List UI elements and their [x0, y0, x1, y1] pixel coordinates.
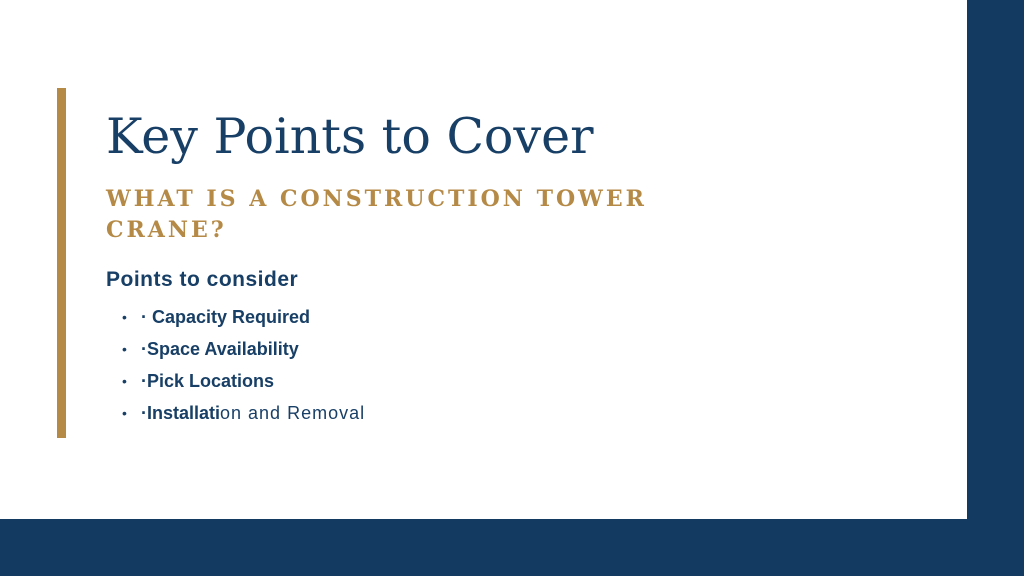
point-text-bold: ·Pick Locations: [141, 370, 275, 391]
bottom-decorative-band: [0, 519, 1024, 576]
bullet-icon: •: [122, 341, 127, 357]
gold-accent-bar: [57, 88, 66, 438]
right-decorative-band: [967, 0, 1024, 576]
point-item-capacity: [122, 301, 365, 333]
point-text-bold: ·Installati: [141, 402, 221, 423]
point-text-bold: ·Space Availability: [141, 338, 299, 359]
slide-subtitle: [106, 184, 666, 246]
bullet-icon: •: [122, 309, 127, 325]
subtitle-line-1: WHAT IS A CONSTRUCTION TOWER: [106, 186, 647, 212]
point-text-regular: on and Removal: [220, 402, 366, 423]
slide-title: Key Points to Cover: [106, 108, 594, 165]
point-item-space: [122, 333, 365, 365]
point-text-bold: · Capacity Required: [141, 306, 311, 327]
point-item-installation: [122, 397, 365, 429]
points-list: [122, 301, 365, 429]
subtitle-line-2: CRANE?: [106, 217, 227, 243]
bullet-icon: •: [122, 373, 127, 389]
point-item-pick-locations: [122, 365, 365, 397]
points-heading: Points to consider: [106, 268, 299, 291]
bullet-icon: •: [122, 405, 127, 421]
